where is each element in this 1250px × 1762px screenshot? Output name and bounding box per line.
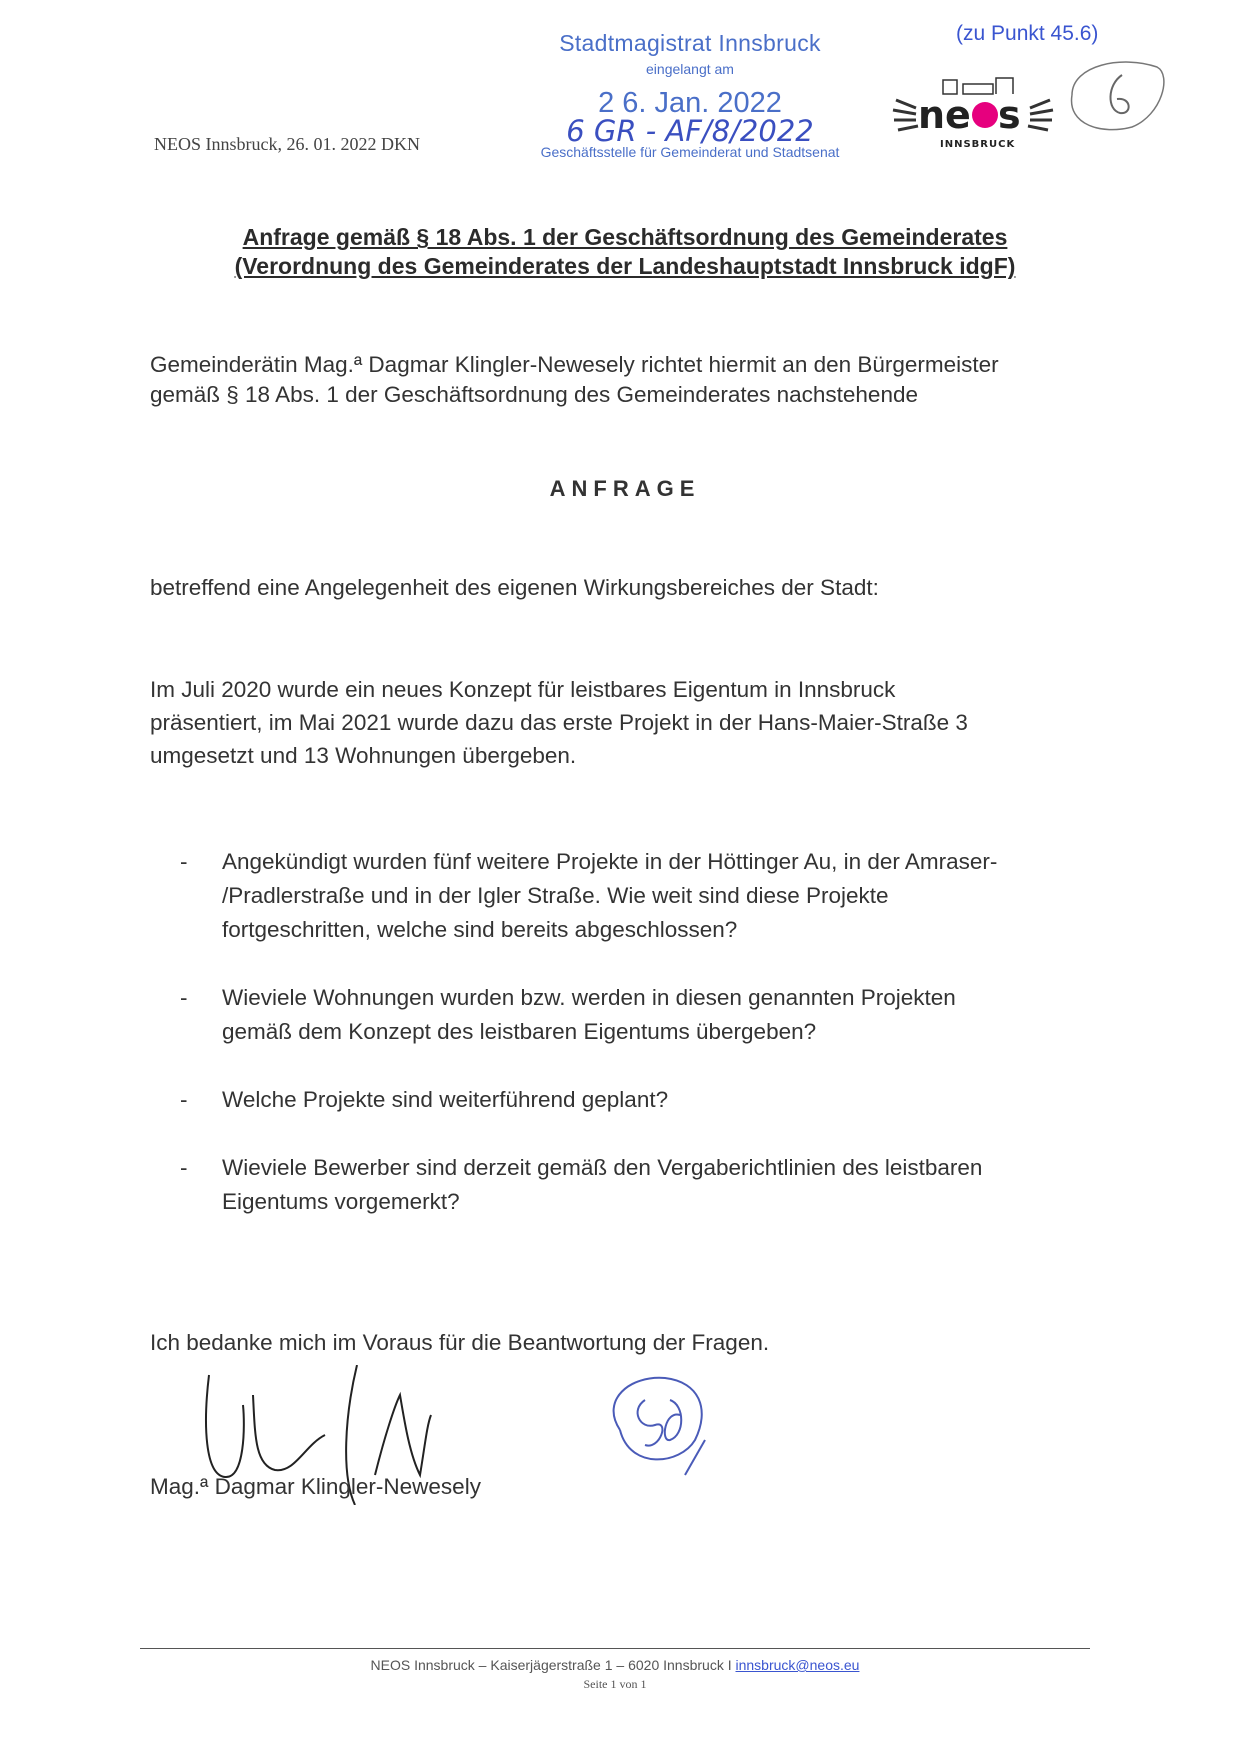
svg-text:s: s <box>998 93 1021 137</box>
concern-line: betreffend eine Angelegenheit des eigenen Wirkungsbereiches der Stadt: <box>150 575 879 600</box>
context-line-2: präsentiert, im Mai 2021 wurde dazu das erste Projekt in der Hans-Maier-Straße 3 <box>150 710 968 735</box>
intro-paragraph <box>150 350 1100 410</box>
bullet-dash: - <box>180 1155 188 1180</box>
closing-sentence: Ich bedanke mich im Voraus für die Beantwortung der Fragen. <box>150 1330 770 1355</box>
title-line-2: (Verordnung des Gemeinderates der Landeshauptstadt Innsbruck idgF) <box>234 253 1016 279</box>
footer-email-link[interactable]: innsbruck@neos.eu <box>735 1657 860 1673</box>
stamp-date: 2 6. Jan. 2022 <box>598 87 782 119</box>
question-line: gemäß dem Konzept des leistbaren Eigentums übergeben? <box>222 1019 817 1044</box>
agenda-reference: (zu Punkt 45.6) <box>956 22 1099 45</box>
list-item <box>180 1151 1080 1219</box>
list-item <box>180 845 1080 947</box>
question-line: Welche Projekte sind weiterführend geplant? <box>222 1087 669 1112</box>
question-line: /Pradlerstraße und in der Igler Straße. Wie weit sind diese Projekte <box>222 883 889 908</box>
question-list <box>180 845 1080 1253</box>
stamp-received: eingelangt am <box>646 61 734 77</box>
title-line-1: Anfrage gemäß § 18 Abs. 1 der Geschäftsordnung des Gemeinderates <box>242 224 1008 250</box>
footer-address: NEOS Innsbruck – Kaiserjägerstraße 1 – 6020 Innsbruck I <box>370 1657 736 1673</box>
section-heading: ANFRAGE <box>549 476 701 501</box>
bullet-dash: - <box>180 985 188 1010</box>
list-item <box>180 1083 1080 1117</box>
context-line-1: Im Juli 2020 wurde ein neues Konzept für leistbares Eigentum in Innsbruck <box>150 677 896 702</box>
question-line: Eigentums vorgemerkt? <box>222 1189 460 1214</box>
svg-text:ne: ne <box>918 93 971 137</box>
receipt-stamp <box>530 30 850 160</box>
stamp-office: Stadtmagistrat Innsbruck <box>559 30 821 56</box>
stamp-department: Geschäftsstelle für Gemeinderat und Stadtsenat <box>540 144 840 160</box>
list-item <box>180 981 1080 1049</box>
question-line: fortgeschritten, welche sind bereits abgeschlossen? <box>222 917 738 942</box>
context-line-3: umgesetzt und 13 Wohnungen übergeben. <box>150 743 577 768</box>
intro-line-1: Gemeinderätin Mag.ª Dagmar Klingler-Newesely richtet hiermit an den Bürgermeister <box>150 352 999 377</box>
neos-logo <box>888 72 1058 162</box>
question-line: Wieviele Bewerber sind derzeit gemäß den Vergaberichtlinien des leistbaren <box>222 1155 983 1180</box>
context-paragraph <box>150 673 1100 772</box>
handwritten-six-mark <box>1062 55 1172 135</box>
page-footer <box>140 1648 1090 1692</box>
question-line: Wieviele Wohnungen wurden bzw. werden in diesen genannten Projekten <box>222 985 956 1010</box>
intro-line-2: gemäß § 18 Abs. 1 der Geschäftsordnung des Gemeinderates nachstehende <box>150 382 918 407</box>
sender-line: NEOS Innsbruck, 26. 01. 2022 DKN <box>154 134 420 154</box>
signatory-name: Mag.ª Dagmar Klingler-Newesely <box>150 1474 481 1499</box>
bullet-dash: - <box>180 1087 188 1112</box>
handwritten-initials-seal <box>590 1370 740 1480</box>
page-number: Seite 1 von 1 <box>583 1677 647 1691</box>
svg-text:INNSBRUCK: INNSBRUCK <box>940 139 1016 150</box>
question-line: Angekündigt wurden fünf weitere Projekte in der Höttinger Au, in der Amraser- <box>222 849 998 874</box>
footer-address-line <box>140 1657 1090 1673</box>
bullet-dash: - <box>180 849 188 874</box>
stamp-file-number: 6 GR - AF/8/2022 <box>566 114 814 148</box>
document-title <box>150 223 1100 281</box>
